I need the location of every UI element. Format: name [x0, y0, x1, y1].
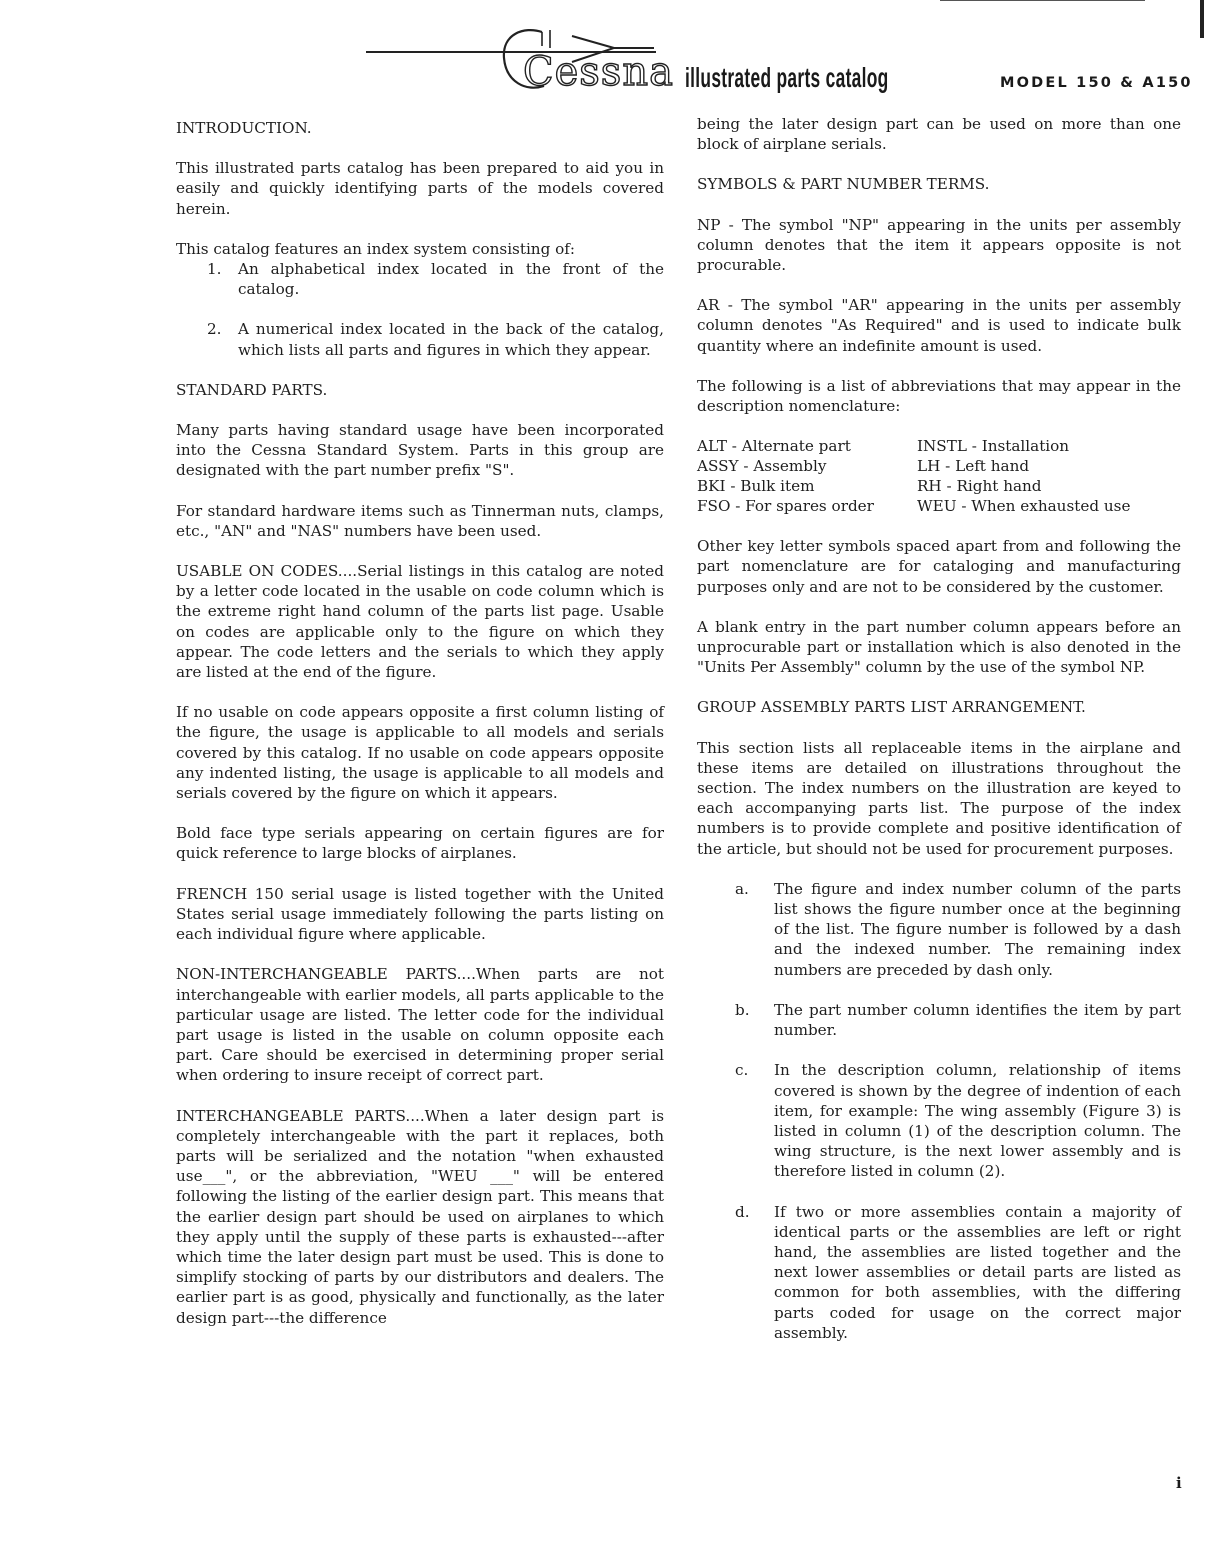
- abbr-cell: ALT - Alternate part: [697, 437, 851, 456]
- introduction-heading: INTRODUCTION.: [176, 119, 312, 137]
- corner-mark: [1200, 0, 1204, 38]
- np-paragraph: NP - The symbol "NP" appearing in the units per assembly column denotes that the item it appears opposite is not procurable.: [697, 215, 1181, 275]
- list-text: If two or more assemblies contain a majority of identical parts or the assemblies are left or right hand, the assemblies are listed together and the next lower assemblies or detail parts are listed as common for both assemblies, with the differing parts coded for usage on the correct major assembly.: [774, 1202, 1181, 1342]
- table-row: [697, 476, 1130, 496]
- abbr-cell: RH - Right hand: [917, 477, 1042, 496]
- abbr-cell: BKI - Bulk item: [697, 477, 815, 496]
- french-150-paragraph: FRENCH 150 serial usage is listed together with the United States serial usage immediately following the parts listing on each individual figure where applicable.: [176, 884, 664, 944]
- table-row: [697, 436, 1130, 456]
- abbr-cell: LH - Left hand: [917, 457, 1030, 476]
- list-item: [176, 259, 664, 299]
- list-item: [697, 1000, 1181, 1040]
- list-letter: b.: [735, 1000, 750, 1019]
- list-item: [697, 1202, 1181, 1343]
- page-number: i: [1176, 1474, 1182, 1492]
- list-item: [697, 879, 1181, 980]
- abbreviations-intro: The following is a list of abbreviations that may appear in the description nomenclature:: [697, 376, 1181, 416]
- ar-paragraph: AR - The symbol "AR" appearing in the units per assembly column denotes "As Required" and is used to indicate bulk quantity where an indefinite amount is used.: [697, 296, 1181, 355]
- group-assembly-paragraph: This section lists all replaceable items in the airplane and these items are detailed on illustrations throughout the section. The index numbers on the illustration are keyed to each accompanying parts list. The purpose of the index numbers is to provide complete and positive identification of the article, but should not be used for procurement purposes.: [697, 738, 1181, 858]
- list-text: A numerical index located in the back of the catalog, which lists all parts and figures in which they appear.: [238, 320, 664, 359]
- continuation-paragraph: being the later design part can be used on more than one block of airplane serials.: [697, 115, 1181, 154]
- catalog-title: illustrated parts catalog: [685, 62, 889, 93]
- group-assembly-heading: GROUP ASSEMBLY PARTS LIST ARRANGEMENT.: [697, 698, 1086, 717]
- index-list: [176, 259, 664, 360]
- abbr-cell: INSTL - Installation: [917, 437, 1070, 456]
- abbr-cell: ASSY - Assembly: [697, 457, 827, 476]
- usable-codes-paragraph: USABLE ON CODES....Serial listings in this catalog are noted by a letter code located in the usable on code column which is the extreme right hand column of the parts list page. Usable on codes are applicable only to the figure on which they appear. The code letters and the serials to which they apply are listed at the end of the figure.: [176, 562, 664, 682]
- symbols-heading: SYMBOLS & PART NUMBER TERMS.: [697, 175, 990, 194]
- list-letter: a.: [735, 879, 749, 898]
- index-system-intro: This catalog features an index system consisting of:: [176, 239, 576, 258]
- list-text: In the description column, relationship of items covered is shown by the degree of indention of each item, for example: The wing assembly (Figure 3) is listed in column (1) of the description column. The wing structure, is the next lower assembly and is therefore listed in column (2).: [774, 1061, 1181, 1181]
- top-edge-line: [940, 0, 1145, 1]
- list-text: An alphabetical index located in the front of the catalog.: [238, 260, 664, 299]
- blank-entry-paragraph: A blank entry in the part number column appears before an unprocurable part or installation which is also denoted in the "Units Per Assembly" column by the use of the symbol NP.: [697, 617, 1181, 677]
- list-item: [176, 319, 664, 359]
- list-item: [697, 1060, 1181, 1181]
- non-interchangeable-paragraph: NON-INTERCHANGEABLE PARTS....When parts are not interchangeable with earlier models, all parts applicable to the particular usage are listed. The letter code for the individual part usage is listed in the usable on column opposite each part. Care should be exercised in determining proper serial when ordering to insure receipt of correct part.: [176, 965, 664, 1085]
- model-title: MODEL 150 & A150: [1000, 75, 1193, 91]
- standard-parts-heading: STANDARD PARTS.: [176, 380, 328, 399]
- list-letter: c.: [735, 1061, 749, 1080]
- right-column: [697, 114, 1181, 1363]
- standard-parts-paragraph: Many parts having standard usage have been incorporated into the Cessna Standard System. Parts in this group are designated with the part number prefix "S".: [176, 421, 664, 480]
- list-number: 2.: [207, 320, 222, 339]
- left-column: [176, 118, 664, 1348]
- brand-wordmark: Cessna: [523, 49, 674, 95]
- table-row: [697, 456, 1130, 476]
- intro-paragraph: This illustrated parts catalog has been prepared to aid you in easily and quickly identifying parts of the models covered herein.: [176, 159, 664, 218]
- list-number: 1.: [207, 260, 222, 279]
- list-text: The figure and index number column of the parts list shows the figure number once at the beginning of the list. The figure number is followed by a dash and the indexed number. The remaining index numbers are preceded by dash only.: [774, 879, 1181, 979]
- table-row: [697, 496, 1130, 516]
- abbr-cell: FSO - For spares order: [697, 497, 874, 516]
- standard-hardware-paragraph: For standard hardware items such as Tinnerman nuts, clamps, etc., "AN" and "NAS" numbers have been used.: [176, 501, 664, 540]
- list-text: The part number column identifies the item by part number.: [774, 1000, 1181, 1040]
- no-usable-code-paragraph: If no usable on code appears opposite a first column listing of the figure, the usage is applicable to all models and serials covered by this catalog. If no usable on code appears opposite any indented listing, the usage is applicable to all models and serials covered by the figure on which it appears.: [176, 703, 664, 803]
- arrangement-list: [697, 879, 1181, 1343]
- bold-face-paragraph: Bold face type serials appearing on certain figures are for quick reference to large blocks of airplanes.: [176, 824, 664, 863]
- abbreviations-table: [697, 436, 1130, 516]
- interchangeable-paragraph: INTERCHANGEABLE PARTS....When a later design part is completely interchangeable with the part it replaces, both parts will be serialized and the notation "when exhausted use___", or the abbreviation, "WEU ___" will be entered following the listing of the earlier design part. This means that the earlier design part should be used on airplanes to which they apply until the supply of these parts is exhausted---after which time the later design part must be used. This is done to simplify stocking of parts by our distributors and dealers. The earlier part is as good, physically and functionally, as the later design part---the difference: [176, 1106, 664, 1327]
- key-letter-paragraph: Other key letter symbols spaced apart from and following the part nomenclature are for cataloging and manufacturing purposes only and are not to be considered by the customer.: [697, 537, 1181, 596]
- abbr-cell: WEU - When exhausted use: [917, 497, 1131, 516]
- list-letter: d.: [735, 1202, 750, 1221]
